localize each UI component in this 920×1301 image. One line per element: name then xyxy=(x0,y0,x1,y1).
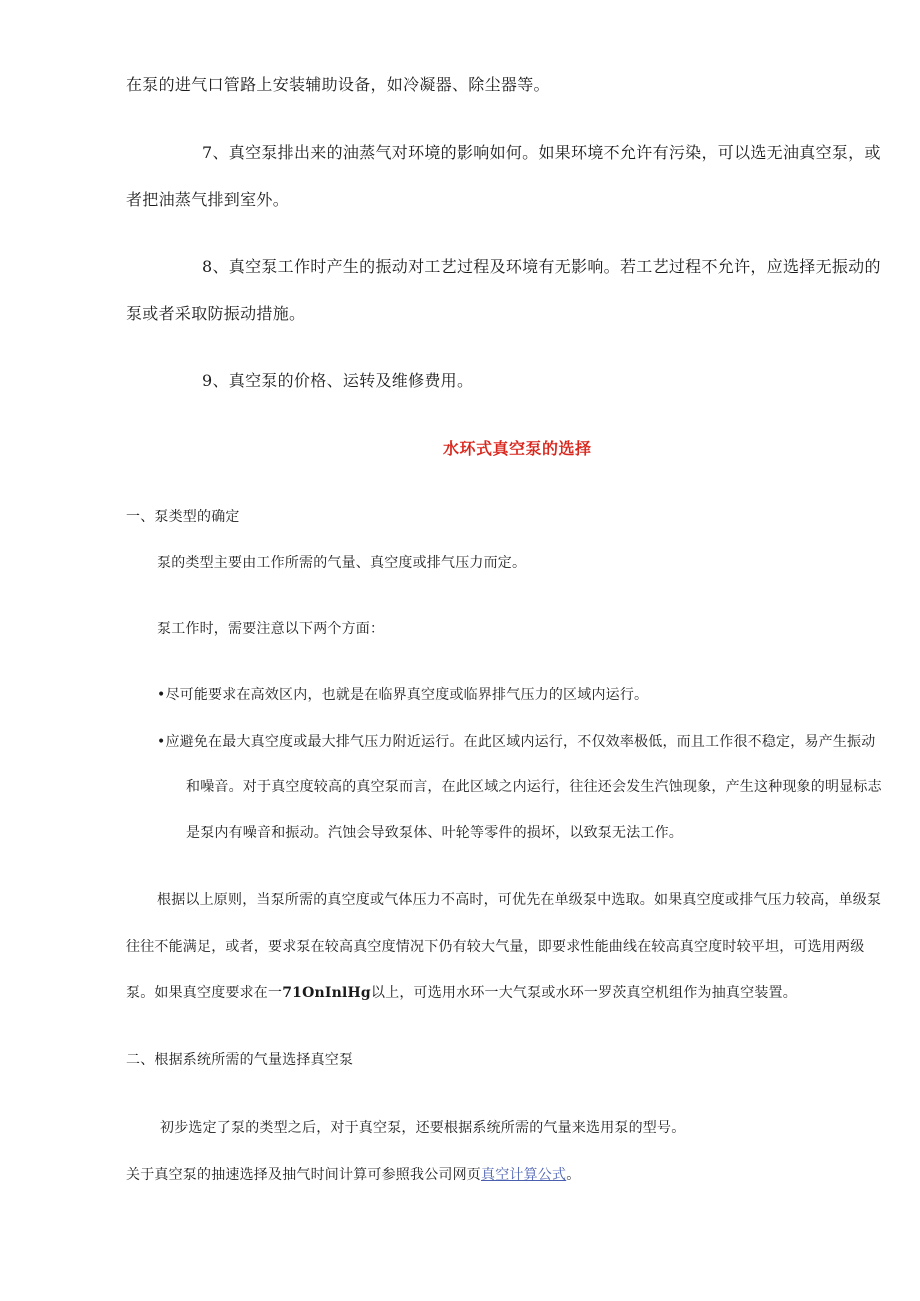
para-3-line-3-suffix: 以上，可选用水环一大气泵或水环一罗茨真空机组作为抽真空装置。 xyxy=(370,985,797,1001)
part-1-para-3-line-2: 往往不能满足，或者，要求泵在较高真空度情况下仍有较大气量，即要求性能曲线在较高真空度时较平坦，可选用两级 xyxy=(126,939,865,955)
part-1-para-3-line-3 xyxy=(126,986,797,1000)
item-9: 9、真空泵的价格、运转及维修费用。 xyxy=(202,371,474,390)
part-1-heading: 一、泵类型的确定 xyxy=(126,509,240,525)
section-title: 水环式真空泵的选择 xyxy=(443,439,592,458)
part-1-para-1: 泵的类型主要由工作所需的气量、真空度或排气压力而定。 xyxy=(157,555,527,571)
part-2-para-1: 初步选定了泵的类型之后，对于真空泵，还要根据系统所需的气量来选用泵的型号。 xyxy=(160,1120,686,1136)
part-1-para-3-line-1: 根据以上原则，当泵所需的真空度或气体压力不高时，可优先在单级泵中选取。如果真空度或排气压力较高，单级泵 xyxy=(157,892,882,908)
bullet-1: •尽可能要求在高效区内，也就是在临界真空度或临界排气压力的区域内运行。 xyxy=(157,687,649,703)
para-2-suffix: 。 xyxy=(566,1167,581,1183)
bullet-2-line-3: 是泵内有噪音和振动。汽蚀会导致泵体、叶轮等零件的损坏，以致泵无法工作。 xyxy=(186,825,683,841)
part-2-para-2 xyxy=(126,1168,580,1182)
pressure-value: 71OnInlHg xyxy=(282,985,371,1001)
vacuum-formula-link[interactable]: 真空计算公式 xyxy=(481,1167,567,1183)
item-7-line-1: 7、真空泵排出来的油蒸气对环境的影响如何。如果环境不允许有污染，可以选无油真空泵，或 xyxy=(202,143,881,162)
item-8-line-2: 泵或者采取防振动措施。 xyxy=(126,304,306,323)
item-8-line-1: 8、真空泵工作时产生的振动对工艺过程及环境有无影响。若工艺过程不允许，应选择无振动的 xyxy=(202,257,881,276)
bullet-2-line-2: 和噪音。对于真空度较高的真空泵而言，在此区域之内运行，往往还会发生汽蚀现象，产生这种现象的明显标志 xyxy=(186,779,882,795)
para-2-prefix: 关于真空泵的抽速选择及抽气时间计算可参照我公司网页 xyxy=(126,1167,481,1183)
item-7-line-2: 者把油蒸气排到室外。 xyxy=(126,190,290,209)
text-line-aux-equipment: 在泵的进气口管路上安装辅助设备，如冷凝器、除尘器等。 xyxy=(126,75,550,94)
part-2-heading: 二、根据系统所需的气量选择真空泵 xyxy=(126,1052,354,1068)
part-1-para-2: 泵工作时，需要注意以下两个方面： xyxy=(157,621,385,637)
bullet-2-line-1: •应避免在最大真空度或最大排气压力附近运行。在此区域内运行，不仅效率极低，而且工作很不稳定，易产生振动 xyxy=(157,734,876,750)
para-3-line-3-prefix: 泵。如果真空度要求在一 xyxy=(126,985,283,1001)
